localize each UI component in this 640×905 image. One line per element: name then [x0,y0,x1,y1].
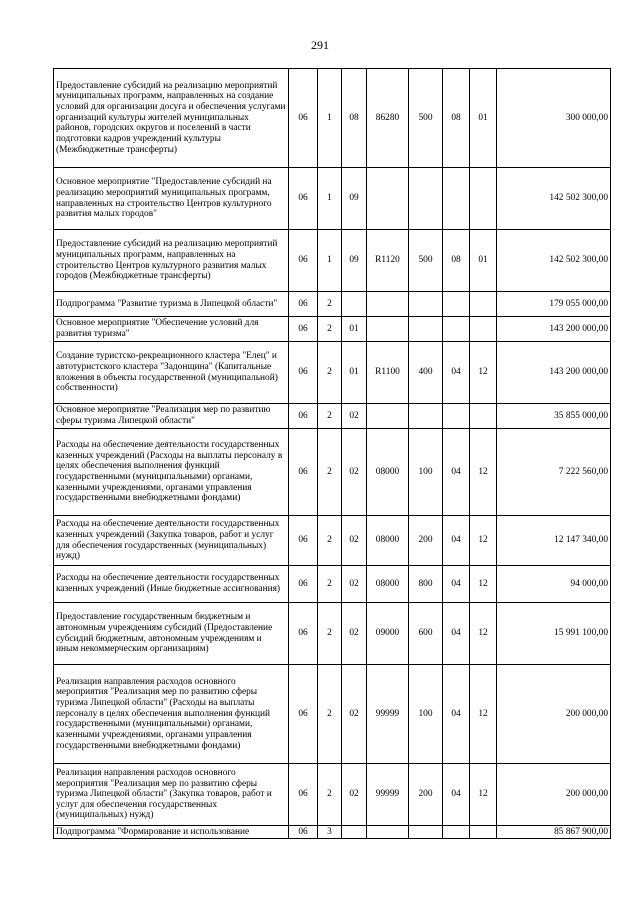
row-name: Предоставление субсидий на реализацию мероприятий муниципальных программ, направленных на строительство Центров культурного развития малых городов (Межбюджетные трансферты) [54,230,289,292]
row-amount: 12 147 340,00 [497,516,611,566]
row-amount: 179 055 000,00 [497,292,611,317]
code-expense-type: 800 [409,566,443,603]
code-program: 06 [289,429,318,516]
code-program: 06 [289,342,318,404]
row-amount: 200 000,00 [497,764,611,826]
code-expense-type: 100 [409,665,443,764]
row-name: Подпрограмма "Развитие туризма в Липецкой области" [54,292,289,317]
code-direction: 09000 [367,603,409,665]
code-subsection [470,317,497,342]
code-direction [367,404,409,429]
code-subsection: 12 [470,603,497,665]
code-section: 04 [443,665,470,764]
code-direction: 99999 [367,764,409,826]
code-section: 04 [443,603,470,665]
code-direction: 08000 [367,516,409,566]
code-program: 06 [289,292,318,317]
code-event: 09 [342,168,367,230]
code-subsection: 12 [470,429,497,516]
code-subprogram: 2 [318,342,342,404]
code-expense-type [409,292,443,317]
code-section [443,826,470,839]
row-amount: 142 502 300,00 [497,230,611,292]
budget-table [53,68,611,839]
code-expense-type: 600 [409,603,443,665]
code-section: 08 [443,69,470,168]
row-name: Создание туристско-рекреационного кластера "Елец" и автотуристского кластера "Задонщина" (Капитальные вложения в объекты государственной (муниципальной) собственности) [54,342,289,404]
table-row [54,404,611,429]
code-subprogram: 2 [318,566,342,603]
code-program: 06 [289,516,318,566]
row-amount: 15 991 100,00 [497,603,611,665]
code-section: 04 [443,429,470,516]
code-event: 02 [342,516,367,566]
code-subprogram: 2 [318,429,342,516]
row-name: Основное мероприятие "Обеспечение условий для развития туризма" [54,317,289,342]
table-row [54,69,611,168]
code-subsection: 01 [470,69,497,168]
code-expense-type: 400 [409,342,443,404]
code-event: 09 [342,230,367,292]
code-event: 02 [342,603,367,665]
row-amount: 94 000,00 [497,566,611,603]
code-expense-type [409,826,443,839]
code-subprogram: 2 [318,603,342,665]
code-event: 02 [342,429,367,516]
code-subsection [470,404,497,429]
code-subsection [470,168,497,230]
code-section: 08 [443,230,470,292]
code-subsection [470,826,497,839]
code-subprogram: 2 [318,292,342,317]
code-expense-type: 200 [409,764,443,826]
code-direction: R1100 [367,342,409,404]
code-subsection: 12 [470,566,497,603]
row-amount: 85 867 900,00 [497,826,611,839]
row-amount: 300 000,00 [497,69,611,168]
table-row [54,603,611,665]
row-name: Расходы на обеспечение деятельности государственных казенных учреждений (Иные бюджетные ассигнования) [54,566,289,603]
code-program: 06 [289,665,318,764]
table-row [54,429,611,516]
row-name: Основное мероприятие "Предоставление субсидий на реализацию мероприятий муниципальных программ, направленных на строительство Центров культурного развития малых городов" [54,168,289,230]
code-subprogram: 2 [318,764,342,826]
code-direction: 08000 [367,429,409,516]
code-event [342,292,367,317]
code-subsection: 12 [470,342,497,404]
row-name: Основное мероприятие "Реализация мер по развитию сферы туризма Липецкой области" [54,404,289,429]
code-section [443,168,470,230]
row-amount: 200 000,00 [497,665,611,764]
code-program: 06 [289,168,318,230]
table-row [54,665,611,764]
code-event: 01 [342,342,367,404]
code-event: 02 [342,665,367,764]
code-section: 04 [443,342,470,404]
code-subprogram: 2 [318,665,342,764]
code-event: 08 [342,69,367,168]
code-program: 06 [289,603,318,665]
code-program: 06 [289,317,318,342]
code-section: 04 [443,566,470,603]
code-section: 04 [443,516,470,566]
code-event: 02 [342,566,367,603]
table-row [54,516,611,566]
table-row [54,168,611,230]
code-expense-type [409,168,443,230]
code-section [443,404,470,429]
code-direction [367,826,409,839]
code-direction [367,292,409,317]
code-program: 06 [289,826,318,839]
code-direction: 08000 [367,566,409,603]
code-subsection [470,292,497,317]
row-name: Реализация направления расходов основного мероприятия "Реализация мер по развитию сферы туризма Липецкой области" (Расходы на выплаты персоналу в целях обеспечения выполнения функций государственными (муниципальными) органами, казенными учреждениями, органами управления государственными внебюджетными фондами) [54,665,289,764]
row-amount: 143 200 000,00 [497,317,611,342]
code-subprogram: 1 [318,168,342,230]
row-name: Расходы на обеспечение деятельности государственных казенных учреждений (Закупка товаров, работ и услуг для обеспечения государственных (муниципальных) нужд) [54,516,289,566]
code-event: 01 [342,317,367,342]
code-expense-type: 500 [409,230,443,292]
code-direction: R1120 [367,230,409,292]
row-amount: 142 502 300,00 [497,168,611,230]
code-expense-type [409,317,443,342]
table-row [54,230,611,292]
code-program: 06 [289,764,318,826]
code-event [342,826,367,839]
row-name: Реализация направления расходов основного мероприятия "Реализация мер по развитию сферы туризма Липецкой области" (Закупка товаров, работ и услуг для обеспечения государственных (муниципальных) нужд) [54,764,289,826]
code-program: 06 [289,230,318,292]
code-subsection: 12 [470,665,497,764]
table-row [54,292,611,317]
table-body [54,69,611,839]
code-subprogram: 1 [318,69,342,168]
table-row [54,826,611,839]
row-name: Предоставление субсидий на реализацию мероприятий муниципальных программ, направленных на создание условий для организации досуга и обеспечения услугами организаций культуры жителей муниципальных районов, городских округов и поселений в части подготовки кадров учреждений культуры (Межбюджетные трансферты) [54,69,289,168]
code-direction: 99999 [367,665,409,764]
code-direction [367,168,409,230]
code-subprogram: 3 [318,826,342,839]
code-expense-type: 200 [409,516,443,566]
row-name: Подпрограмма "Формирование и использование [54,826,289,839]
row-name: Расходы на обеспечение деятельности государственных казенных учреждений (Расходы на выплаты персоналу в целях обеспечения выполнения функций государственными (муниципальными) органами, казенными учреждениями, органами управления государственными внебюджетными фондами) [54,429,289,516]
code-event: 02 [342,404,367,429]
code-section [443,317,470,342]
row-amount: 143 200 000,00 [497,342,611,404]
code-subprogram: 2 [318,404,342,429]
code-program: 06 [289,69,318,168]
code-section [443,292,470,317]
row-name: Предоставление государственным бюджетным и автономным учреждениям субсидий (Предоставление субсидий бюджетным, автономным учреждениям и иным некоммерческим организациям) [54,603,289,665]
code-subprogram: 2 [318,317,342,342]
row-amount: 35 855 000,00 [497,404,611,429]
code-direction: 86280 [367,69,409,168]
code-expense-type: 100 [409,429,443,516]
code-expense-type: 500 [409,69,443,168]
table-row [54,342,611,404]
code-expense-type [409,404,443,429]
code-subsection: 12 [470,764,497,826]
code-subprogram: 1 [318,230,342,292]
code-program: 06 [289,566,318,603]
code-subsection: 01 [470,230,497,292]
page-number: 291 [311,38,329,52]
code-direction [367,317,409,342]
row-amount: 7 222 560,00 [497,429,611,516]
code-subprogram: 2 [318,516,342,566]
code-subsection: 12 [470,516,497,566]
table-row [54,566,611,603]
code-program: 06 [289,404,318,429]
table-row [54,317,611,342]
code-section: 04 [443,764,470,826]
table-row [54,764,611,826]
code-event: 02 [342,764,367,826]
